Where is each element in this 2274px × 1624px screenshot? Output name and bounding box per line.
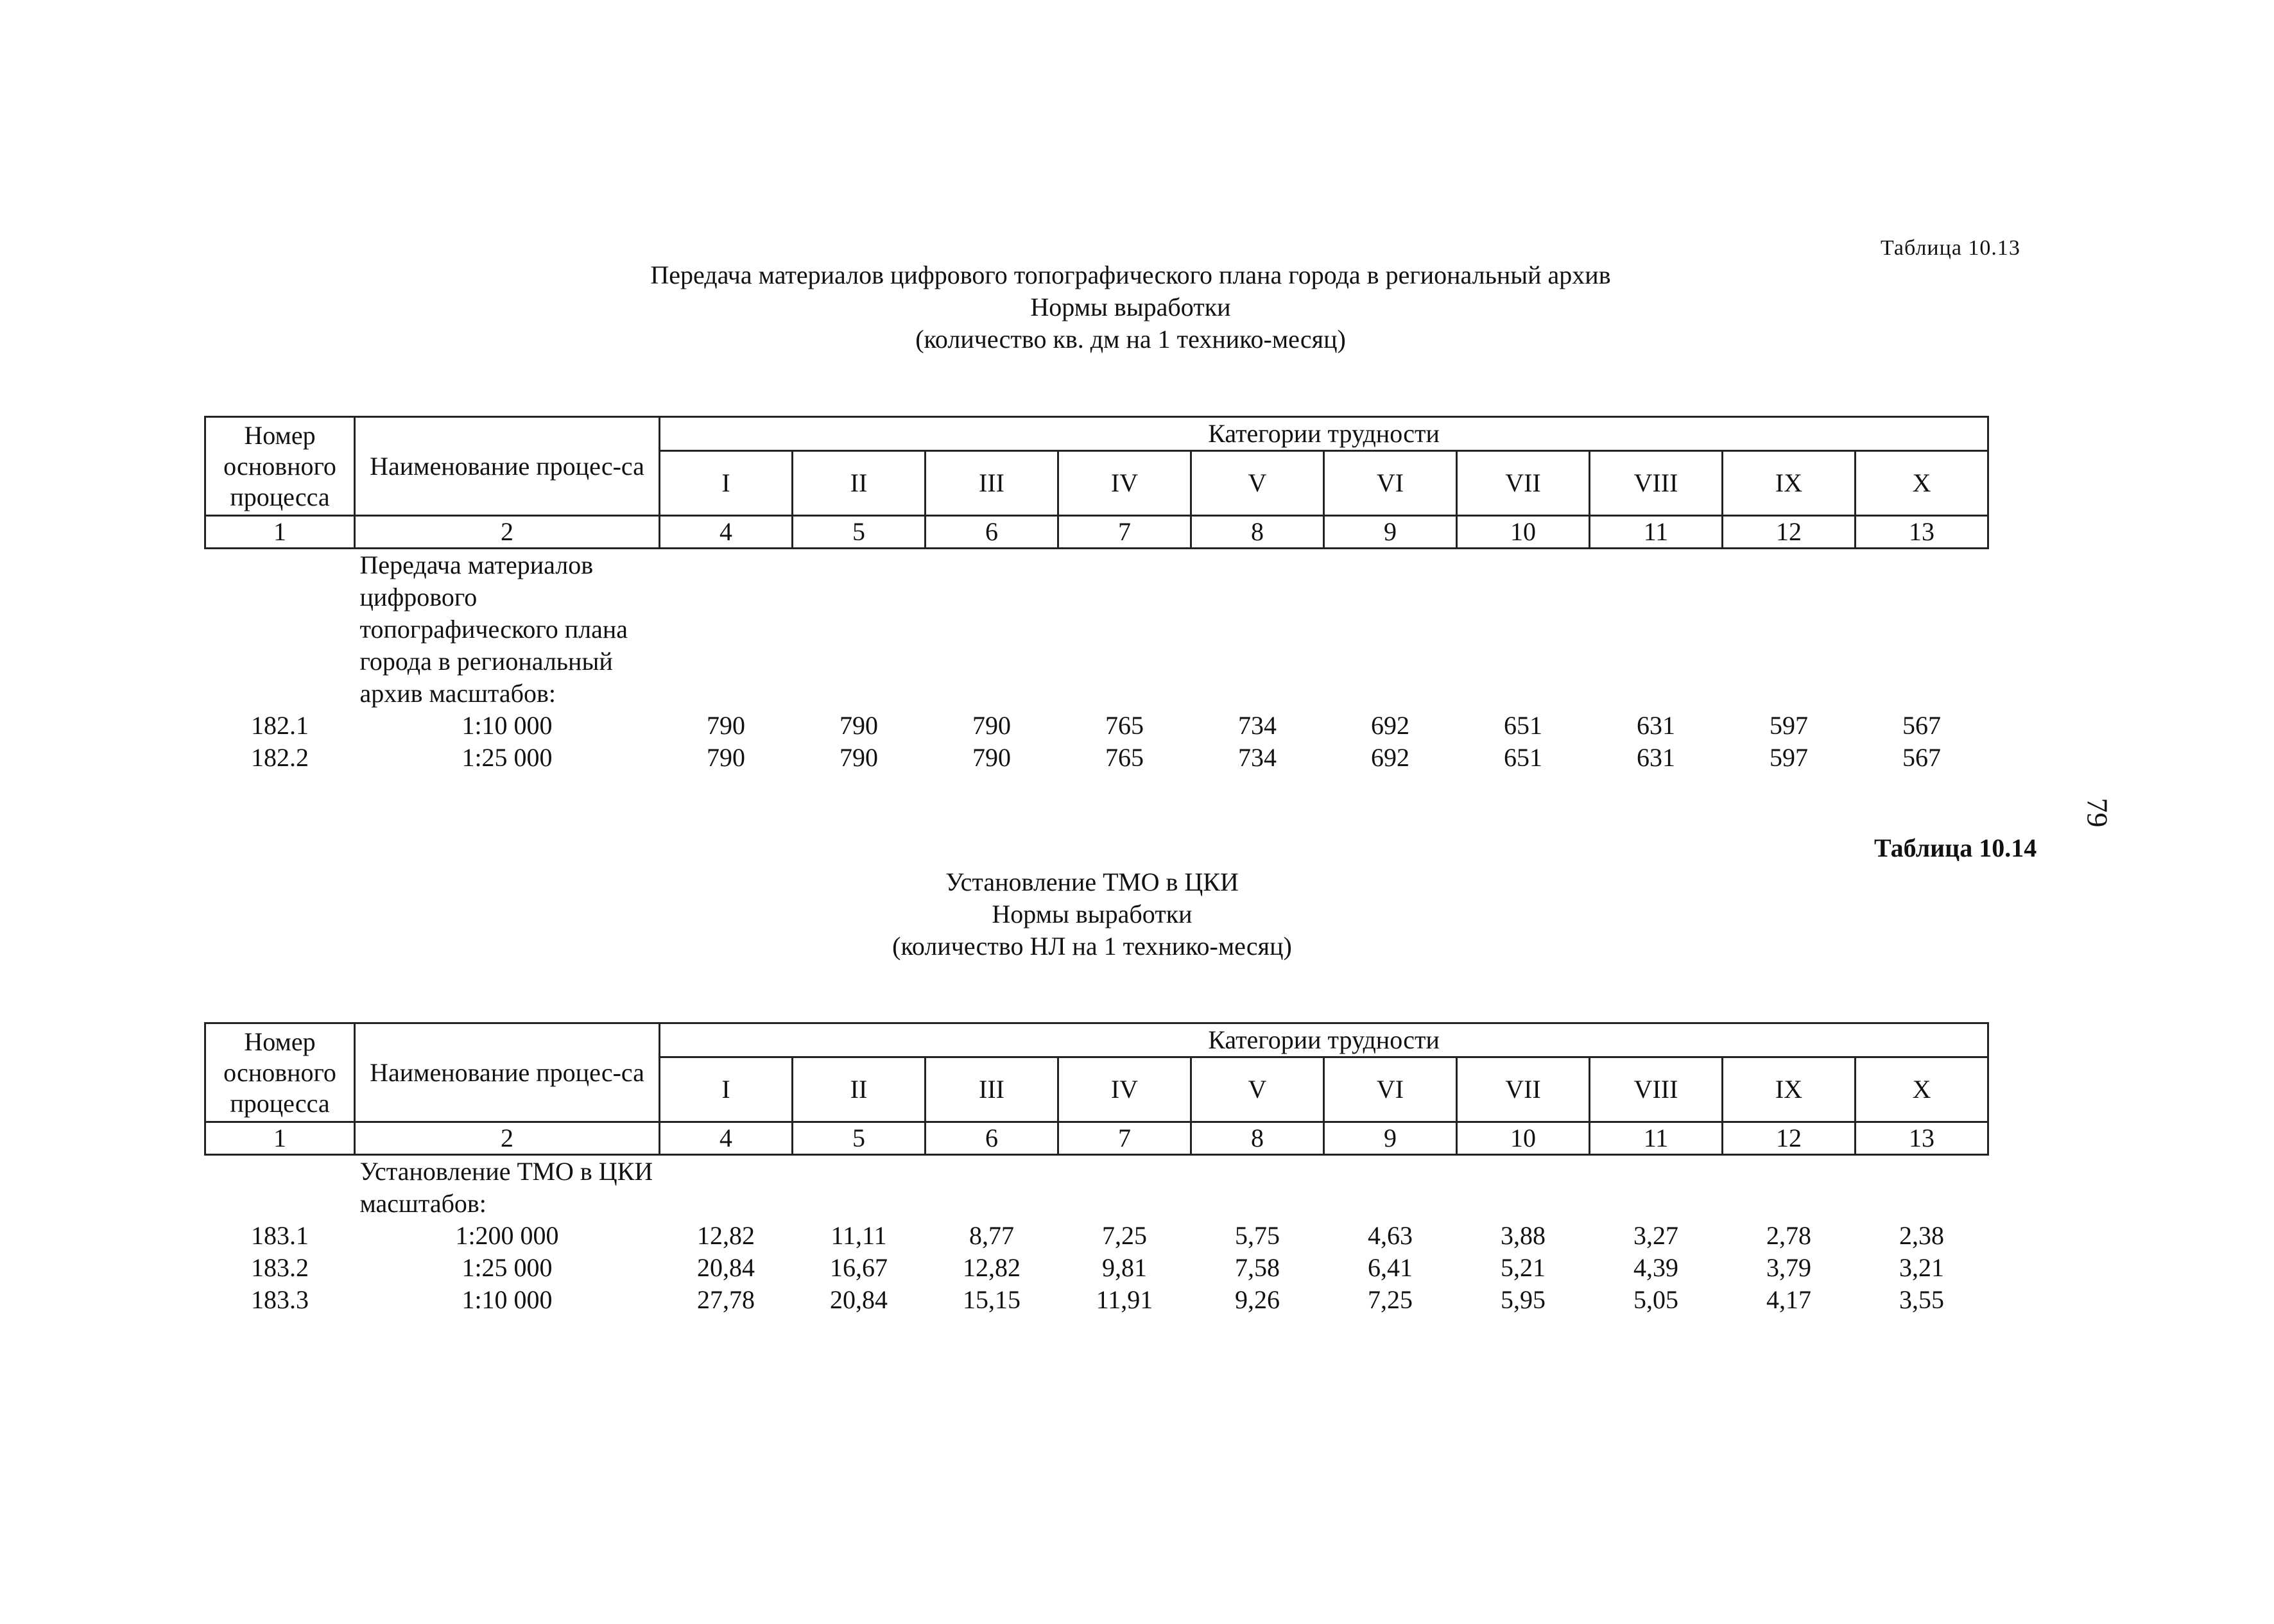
column-number: 8	[1191, 516, 1324, 549]
norm-value: 3,55	[1899, 1285, 1945, 1314]
process-name: 1:25 000	[461, 1253, 553, 1282]
norm-value: 790	[972, 743, 1011, 772]
group-row	[205, 1155, 1988, 1220]
column-number: 10	[1457, 1122, 1590, 1155]
table-subtitle-line: Нормы выработки	[1030, 293, 1231, 321]
column-number: 11	[1590, 516, 1723, 549]
group-row	[205, 549, 1988, 710]
header-category: IX	[1723, 451, 1856, 516]
norm-value: 4,17	[1766, 1285, 1811, 1314]
header-category: VIII	[1590, 451, 1723, 516]
table-row	[205, 710, 1988, 742]
header-category: IV	[1058, 451, 1191, 516]
norm-value: 8,77	[969, 1221, 1014, 1250]
column-number: 4	[660, 516, 793, 549]
table-title	[0, 866, 2274, 962]
header-category: VI	[1324, 1057, 1457, 1122]
norm-value: 790	[840, 711, 878, 740]
header-category: II	[793, 1057, 926, 1122]
header-category: III	[926, 451, 1058, 516]
process-number: 182.2	[251, 743, 309, 772]
norm-value: 597	[1770, 711, 1808, 740]
norm-value: 20,84	[830, 1285, 888, 1314]
norm-value: 597	[1770, 743, 1808, 772]
norm-value: 790	[707, 711, 745, 740]
column-number: 10	[1457, 516, 1590, 549]
header-process-number: Номер основного процесса	[205, 1023, 355, 1122]
table-number-label: Таблица 10.14	[1874, 833, 2037, 862]
column-number: 2	[355, 516, 660, 549]
norm-value: 692	[1371, 711, 1409, 740]
norm-value: 5,75	[1235, 1221, 1280, 1250]
process-number: 182.1	[251, 711, 309, 740]
norm-value: 790	[840, 743, 878, 772]
header-category: I	[660, 451, 793, 516]
norm-value: 9,26	[1235, 1285, 1280, 1314]
header-category: V	[1191, 451, 1324, 516]
norm-value: 5,21	[1501, 1253, 1546, 1282]
column-number: 5	[793, 1122, 926, 1155]
table-title-line: Передача материалов цифрового топографического плана города в региональный архив	[650, 261, 1611, 289]
column-number: 6	[926, 516, 1058, 549]
table-units-line: (количество кв. дм на 1 технико-месяц)	[915, 325, 1346, 354]
norm-value: 15,15	[963, 1285, 1021, 1314]
norm-value: 7,58	[1235, 1253, 1280, 1282]
norm-value: 3,27	[1633, 1221, 1678, 1250]
table-number-label: Таблица 10.13	[1881, 236, 2020, 260]
group-description: Передача материалов цифрового топографического плана города в региональный архив масштабов:	[359, 551, 628, 708]
norm-value: 567	[1902, 711, 1942, 740]
norm-value: 567	[1902, 743, 1942, 772]
column-number: 7	[1058, 516, 1191, 549]
column-number: 2	[355, 1122, 660, 1155]
header-category: IX	[1723, 1057, 1856, 1122]
table-row	[205, 742, 1988, 774]
process-number: 183.2	[251, 1253, 309, 1282]
norm-value: 27,78	[697, 1285, 755, 1314]
norm-value: 2,38	[1899, 1221, 1945, 1250]
norm-value: 11,91	[1096, 1285, 1153, 1314]
table-title	[0, 259, 2274, 355]
header-category: IV	[1058, 1057, 1191, 1122]
table-subtitle-line: Нормы выработки	[992, 900, 1193, 928]
column-number: 13	[1856, 516, 1988, 549]
norm-value: 16,67	[830, 1253, 888, 1282]
column-number: 9	[1324, 516, 1457, 549]
table-units-line: (количество НЛ на 1 технико-месяц)	[892, 932, 1292, 961]
norm-value: 734	[1238, 743, 1277, 772]
norm-value: 3,79	[1766, 1253, 1811, 1282]
norm-value: 5,95	[1501, 1285, 1546, 1314]
norm-value: 3,88	[1501, 1221, 1546, 1250]
header-category: V	[1191, 1057, 1324, 1122]
column-number: 4	[660, 1122, 793, 1155]
table-row	[205, 1252, 1988, 1284]
header-difficulty-categories: Категории трудности	[660, 417, 1988, 451]
process-name: 1:25 000	[461, 743, 553, 772]
column-number: 5	[793, 516, 926, 549]
column-number: 9	[1324, 1122, 1457, 1155]
table-title-line: Установление ТМО в ЦКИ	[945, 868, 1239, 896]
header-category: II	[793, 451, 926, 516]
norm-value: 734	[1238, 711, 1277, 740]
process-name: 1:10 000	[461, 711, 553, 740]
table-row	[205, 1284, 1988, 1316]
norm-value: 3,21	[1899, 1253, 1945, 1282]
header-category: VI	[1324, 451, 1457, 516]
header-difficulty-categories: Категории трудности	[660, 1023, 1988, 1057]
norm-value: 631	[1637, 711, 1675, 740]
norm-value: 12,82	[697, 1221, 755, 1250]
norms-table-10-13	[204, 416, 1989, 774]
column-number: 8	[1191, 1122, 1324, 1155]
process-name: 1:200 000	[455, 1221, 559, 1250]
header-category: X	[1856, 451, 1988, 516]
norm-value: 6,41	[1368, 1253, 1413, 1282]
column-number: 1	[205, 516, 355, 549]
norm-value: 4,63	[1368, 1221, 1413, 1250]
header-process-number: Номер основного процесса	[205, 417, 355, 516]
header-category: VIII	[1590, 1057, 1723, 1122]
norm-value: 692	[1371, 743, 1409, 772]
norm-value: 7,25	[1102, 1221, 1147, 1250]
norm-value: 11,11	[831, 1221, 887, 1250]
header-category: VII	[1457, 1057, 1590, 1122]
norm-value: 20,84	[697, 1253, 755, 1282]
norm-value: 12,82	[963, 1253, 1021, 1282]
norm-value: 9,81	[1102, 1253, 1147, 1282]
header-category: III	[926, 1057, 1058, 1122]
page-number: 79	[2081, 798, 2114, 828]
column-number: 12	[1723, 1122, 1856, 1155]
norm-value: 5,05	[1633, 1285, 1678, 1314]
group-description: Установление ТМО в ЦКИ масштабов:	[359, 1157, 653, 1218]
header-category: I	[660, 1057, 793, 1122]
column-number: 12	[1723, 516, 1856, 549]
header-process-name: Наименование процес-са	[355, 417, 660, 516]
norm-value: 4,39	[1633, 1253, 1678, 1282]
header-category: VII	[1457, 451, 1590, 516]
process-number: 183.3	[251, 1285, 309, 1314]
column-number: 13	[1856, 1122, 1988, 1155]
header-process-name: Наименование процес-са	[355, 1023, 660, 1122]
column-number: 1	[205, 1122, 355, 1155]
norm-value: 7,25	[1368, 1285, 1413, 1314]
norm-value: 765	[1105, 743, 1144, 772]
column-number: 7	[1058, 1122, 1191, 1155]
norm-value: 790	[707, 743, 745, 772]
process-number: 183.1	[251, 1221, 309, 1250]
norm-value: 765	[1105, 711, 1144, 740]
header-category: X	[1856, 1057, 1988, 1122]
norm-value: 790	[972, 711, 1011, 740]
column-number: 6	[926, 1122, 1058, 1155]
norm-value: 2,78	[1766, 1221, 1811, 1250]
process-name: 1:10 000	[461, 1285, 553, 1314]
norms-table-10-14	[204, 1022, 1989, 1316]
norm-value: 631	[1637, 743, 1675, 772]
column-number: 11	[1590, 1122, 1723, 1155]
norm-value: 651	[1504, 743, 1542, 772]
table-row	[205, 1220, 1988, 1252]
norm-value: 651	[1504, 711, 1542, 740]
